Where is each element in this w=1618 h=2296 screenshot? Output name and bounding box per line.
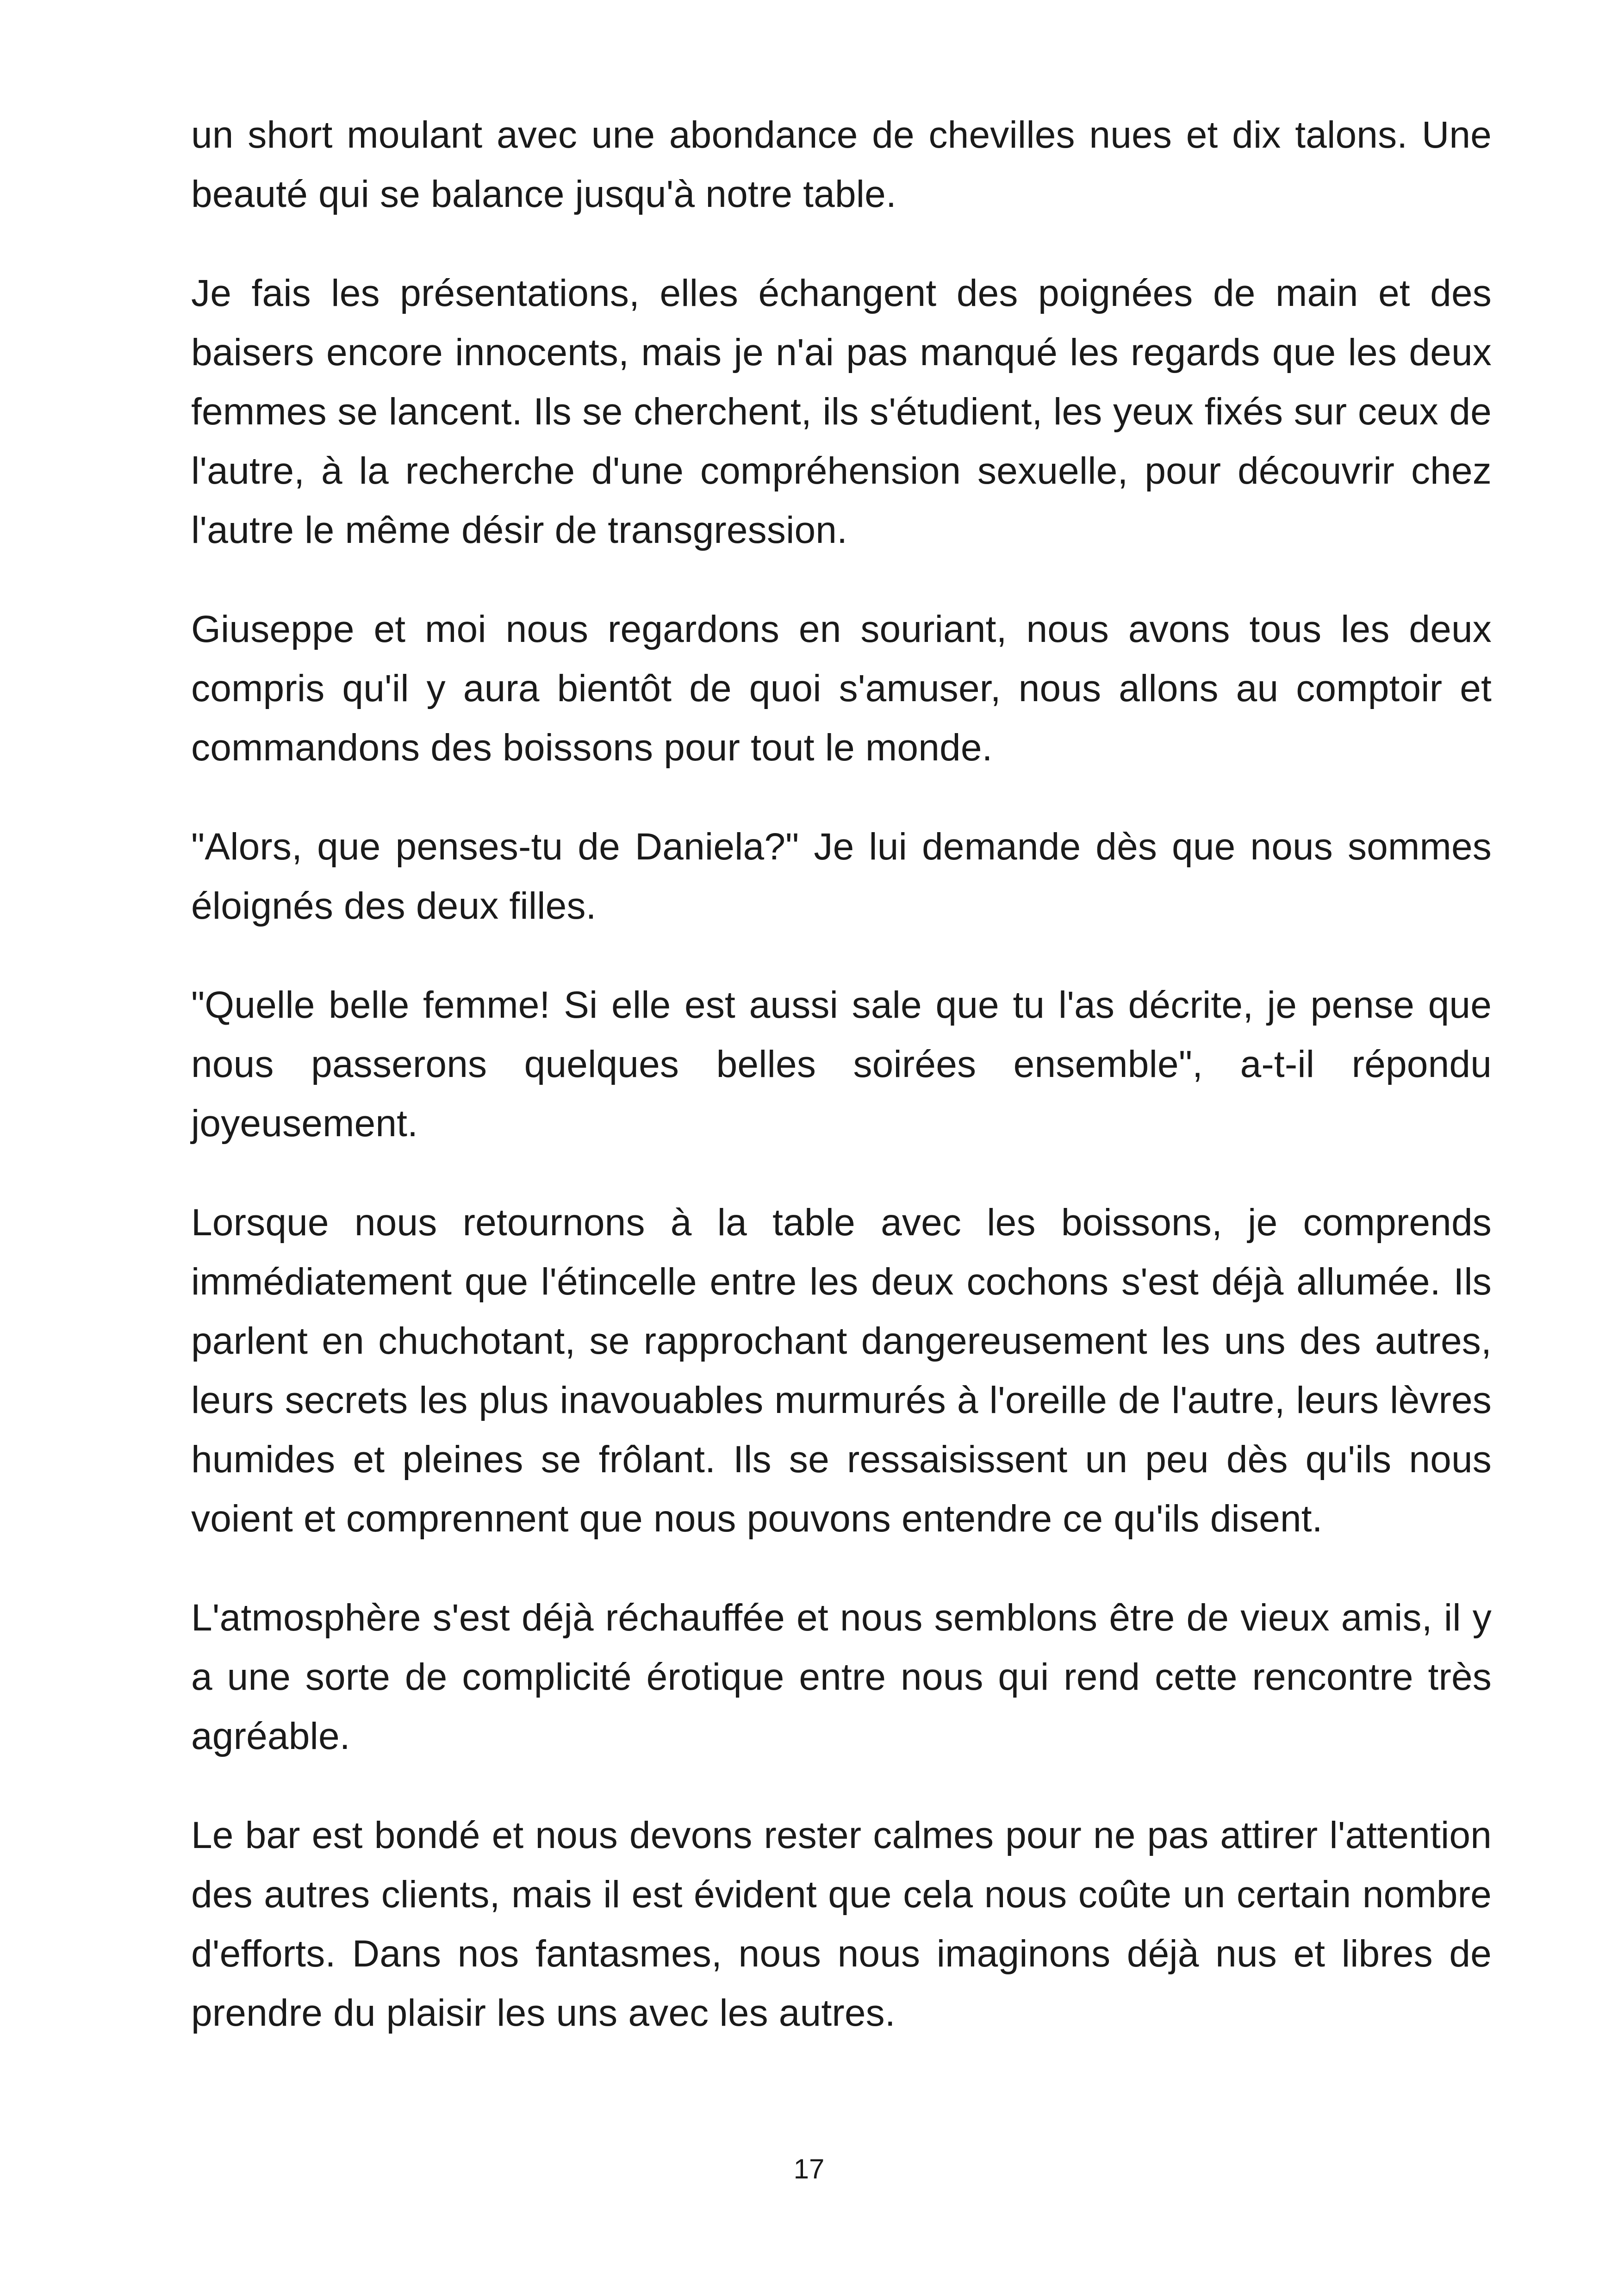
page-number: 17 <box>793 2153 825 2184</box>
paragraph: Lorsque nous retournons à la table avec les boissons, je comprends immédiatement que l'étincelle entre les deux cochons s'est déjà allumée. Ils parlent en chuchotant, se rapprochant dangereusement les uns des autres, leurs secrets les plus inavouables murmurés à l'oreille de l'autre, leurs lèvres humides et pleines se frôlant. Ils se ressaisissent un peu dès qu'ils nous voient et comprennent que nous pouvons entendre ce qu'ils disent. <box>191 1201 1492 1540</box>
paragraph: Je fais les présentations, elles échangent des poignées de main et des baisers encore innocents, mais je n'ai pas manqué les regards que les deux femmes se lancent. Ils se cherchent, ils s'étudient, les yeux fixés sur ceux de l'autre, à la recherche d'une compréhension sexuelle, pour découvrir chez l'autre le même désir de transgression. <box>191 272 1492 551</box>
paragraph: L'atmosphère s'est déjà réchauffée et nous semblons être de vieux amis, il y a une sorte de complicité érotique entre nous qui rend cette rencontre très agréable. <box>191 1597 1492 1757</box>
paragraph: un short moulant avec une abondance de chevilles nues et dix talons. Une beauté qui se balance jusqu'à notre table. <box>191 114 1492 215</box>
paragraph: "Quelle belle femme! Si elle est aussi sale que tu l'as décrite, je pense que nous passerons quelques belles soirées ensemble", a-t-il répondu joyeusement. <box>191 984 1492 1145</box>
text-body <box>191 106 1492 2083</box>
paragraph: Giuseppe et moi nous regardons en souriant, nous avons tous les deux compris qu'il y aura bientôt de quoi s'amuser, nous allons au comptoir et commandons des boissons pour tout le monde. <box>191 608 1492 769</box>
paragraph: Le bar est bondé et nous devons rester calmes pour ne pas attirer l'attention des autres clients, mais il est évident que cela nous coûte un certain nombre d'efforts. Dans nos fantasmes, nous nous imaginons déjà nus et libres de prendre du plaisir les uns avec les autres. <box>191 1814 1492 2034</box>
paragraph: "Alors, que penses-tu de Daniela?" Je lui demande dès que nous sommes éloignés des deux filles. <box>191 826 1492 927</box>
